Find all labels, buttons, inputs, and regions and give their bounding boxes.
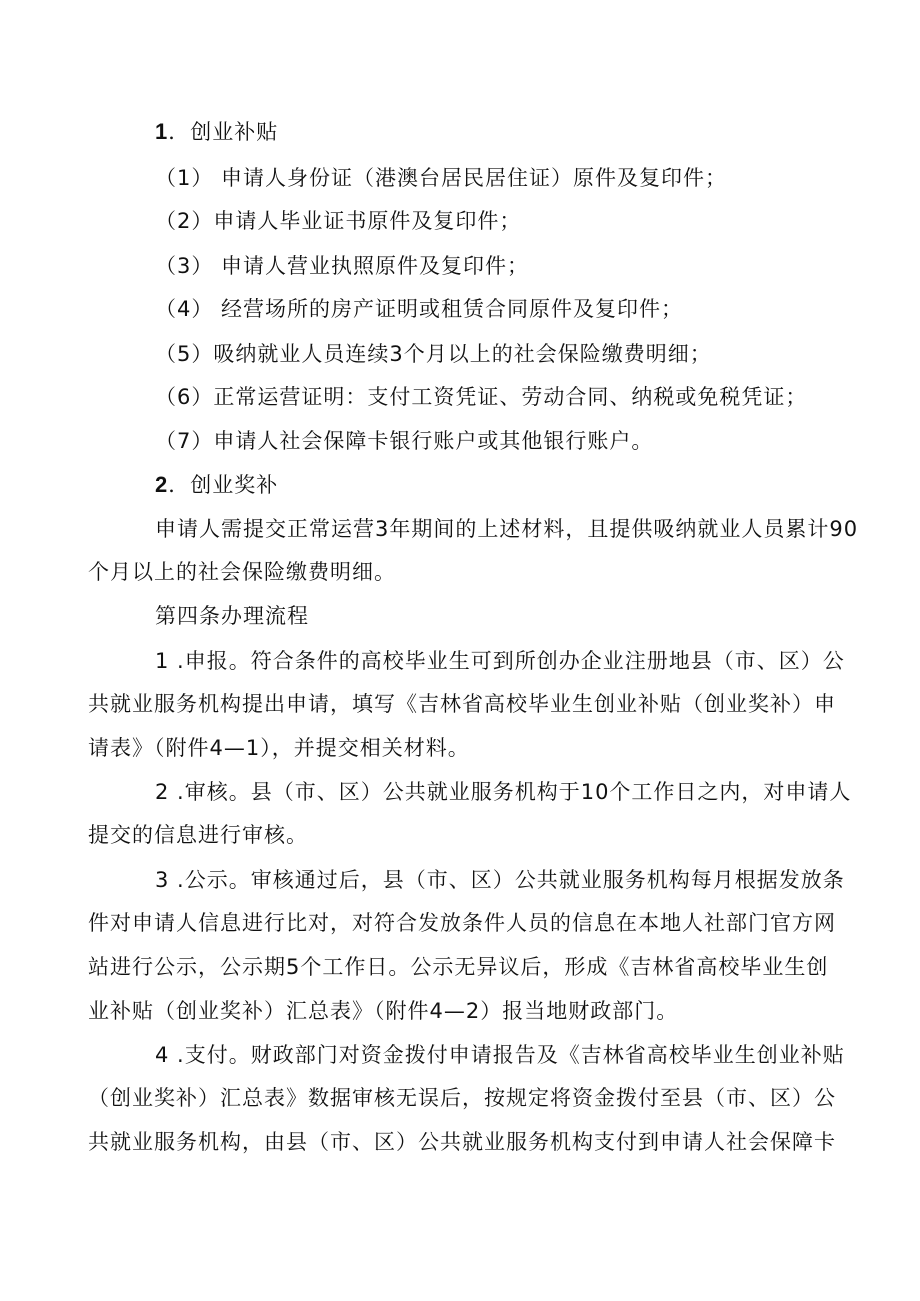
step-1-line-3: 请表》（附件4—1），并提交相关材料。 [88, 736, 470, 760]
section-2-paragraph-line-2: 个月以上的社会保险缴费明细。 [88, 560, 396, 584]
step-4-line-2: （创业奖补）汇总表》数据审核无误后，按规定将资金拨付至县（市、区）公 [88, 1086, 836, 1110]
section-1-item-7: （7）申请人社会保障卡银行账户或其他银行账户。 [155, 429, 654, 453]
section-2-heading [155, 471, 278, 499]
step-2-line-2: 提交的信息进行审核。 [88, 823, 308, 847]
section-2-paragraph-line-1: 申请人需提交正常运营3年期间的上述材料，且提供吸纳就业人员累计90 [155, 517, 859, 541]
step-3-line-1: 3 .公示。审核通过后，县（市、区）公共就业服务机构每月根据发放条 [155, 868, 845, 892]
step-2-line-1: 2 .审核。县（市、区）公共就业服务机构于10个工作日之内，对申请人 [155, 780, 852, 804]
section-1-number: 1 [155, 119, 169, 144]
section-1-item-6: （6）正常运营证明：支付工资凭证、劳动合同、纳税或免税凭证； [155, 385, 808, 409]
step-1-line-2: 共就业服务机构提出申请，填写《吉林省高校毕业生创业补贴（创业奖补）申 [88, 692, 836, 716]
article-4-title: 第四条办理流程 [155, 604, 309, 628]
step-4-line-3: 共就业服务机构，由县（市、区）公共就业服务机构支付到申请人社会保障卡 [88, 1130, 836, 1154]
section-1-item-1: （1） 申请人身份证（港澳台居民居住证）原件及复印件； [155, 166, 728, 190]
section-1-heading [155, 118, 278, 146]
step-3-line-3: 站进行公示，公示期5个工作日。公示无异议后，形成《吉林省高校毕业生创 [88, 955, 829, 979]
section-1-item-2: （2）申请人毕业证书原件及复印件； [155, 209, 522, 233]
section-1-title: ．创业补贴 [168, 120, 279, 144]
section-1-item-5: （5）吸纳就业人员连续3个月以上的社会保险缴费明细； [155, 342, 712, 366]
section-1-item-4: （4） 经营场所的房产证明或租赁合同原件及复印件； [155, 297, 684, 321]
section-2-number: 2 [155, 472, 169, 497]
step-3-line-2: 件对申请人信息进行比对，对符合发放条件人员的信息在本地人社部门官方网 [88, 911, 836, 935]
section-1-item-3: （3） 申请人营业执照原件及复印件； [155, 254, 530, 278]
step-3-line-4: 业补贴（创业奖补）汇总表》（附件4—2）报当地财政部门。 [88, 999, 679, 1023]
section-2-title: ．创业奖补 [168, 473, 279, 497]
step-1-line-1: 1 .申报。符合条件的高校毕业生可到所创办企业注册地县（市、区）公 [155, 649, 845, 673]
step-4-line-1: 4 .支付。财政部门对资金拨付申请报告及《吉林省高校毕业生创业补贴 [155, 1043, 845, 1067]
